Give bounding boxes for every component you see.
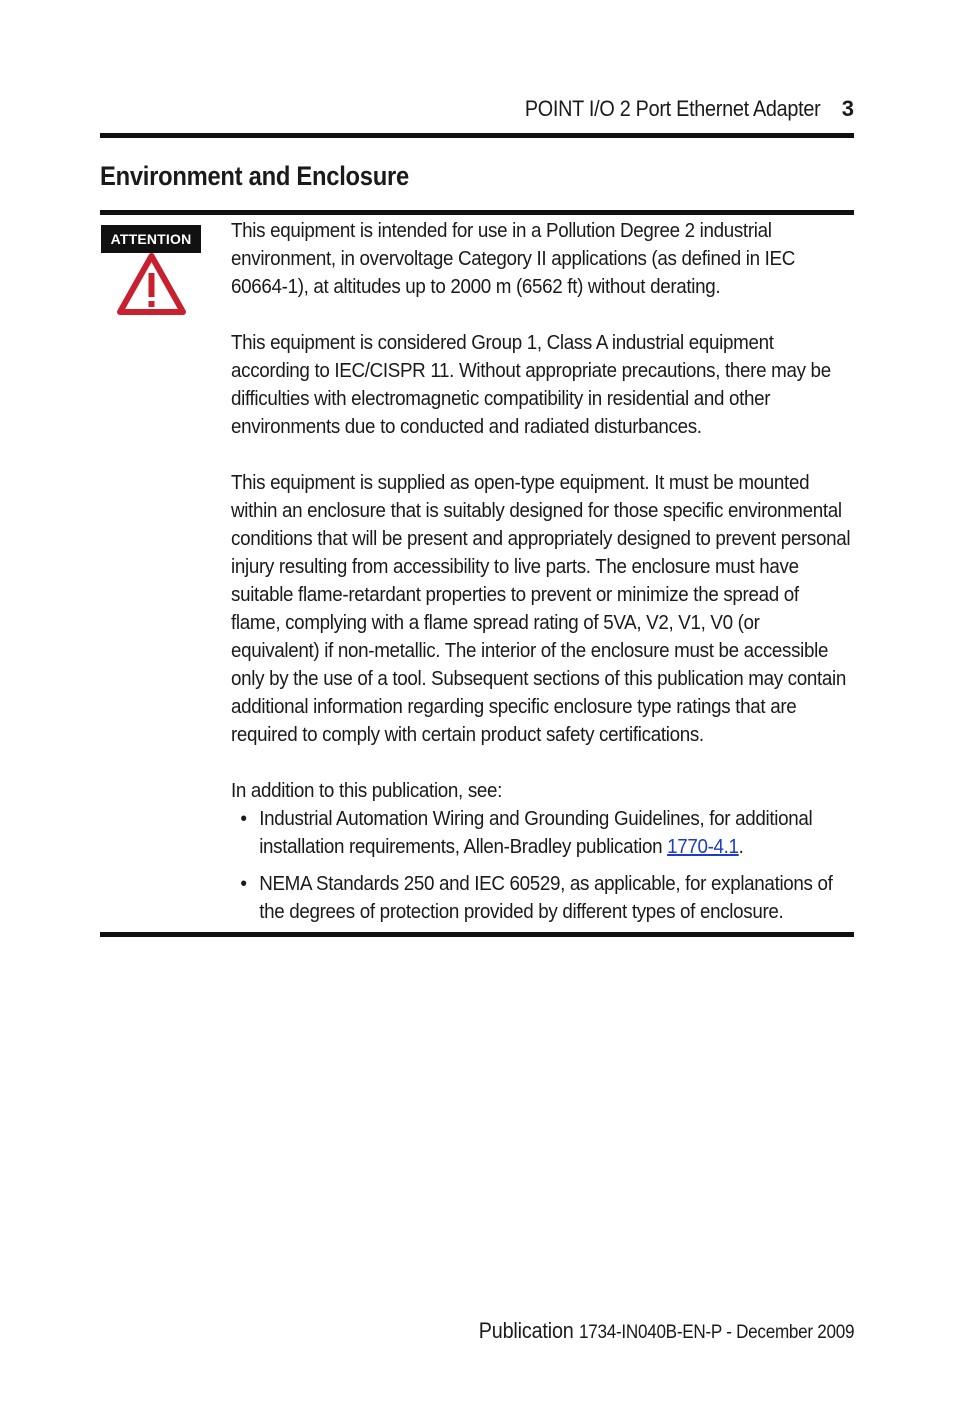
page-header	[100, 94, 854, 124]
paragraph-environment: This equipment is intended for use in a Pollution Degree 2 industrial environment, in overvoltage Category II applications (as defined in IEC 60664-1), at altitudes up to 2000 m (6562 ft) without derating.	[231, 220, 795, 298]
attention-bottom-rule	[100, 932, 854, 937]
paragraph-emc: This equipment is considered Group 1, Class A industrial equipment according to IEC/CISPR 11. Without appropriate precautions, there may be difficulties with electromagnetic compatibility in residential and other environments due to conducted and radiated disturbances.	[231, 332, 831, 438]
warning-triangle-icon	[117, 253, 186, 315]
attention-badge: ATTENTION	[101, 225, 201, 253]
list-item	[231, 870, 851, 926]
attention-top-rule	[100, 210, 854, 215]
section-title: Environment and Enclosure	[100, 161, 409, 191]
paragraph-enclosure: This equipment is supplied as open-type equipment. It must be mounted within an enclosure that is suitably designed for those specific environmental conditions that will be present and appropriately designed to prevent personal injury resulting from accessibility to live parts. The enclosure must have suitable flame-retardant properties to prevent or minimize the spread of flame, complying with a flame spread rating of 5VA, V2, V1, V0 (or equivalent) if non-metallic. The interior of the enclosure must be accessible only by the use of a tool. Subsequent sections of this publication may contain additional information regarding specific enclosure type ratings that are required to comply with certain product safety certifications.	[231, 472, 851, 746]
bullet-text: Industrial Automation Wiring and Grounding Guidelines, for additional installation requirements, Allen-Bradley publication	[259, 808, 813, 858]
bullet-punctuation: .	[738, 836, 744, 858]
page-number: 3	[841, 96, 854, 121]
publication-link[interactable]: 1770-4.1	[667, 836, 739, 858]
attention-body	[231, 217, 851, 935]
page-footer	[478, 1318, 854, 1344]
header-rule	[100, 133, 854, 138]
footer-label: Publication	[478, 1318, 574, 1343]
see-also-list	[231, 805, 851, 926]
list-item	[231, 805, 851, 861]
bullet-text: NEMA Standards 250 and IEC 60529, as applicable, for explanations of the degrees of protection provided by different types of enclosure.	[259, 873, 833, 923]
see-also-intro: In addition to this publication, see:	[231, 780, 503, 802]
publication-id: 1734-IN040B-EN-P - December 2009	[578, 1322, 854, 1343]
header-title: POINT I/O 2 Port Ethernet Adapter	[524, 96, 820, 121]
